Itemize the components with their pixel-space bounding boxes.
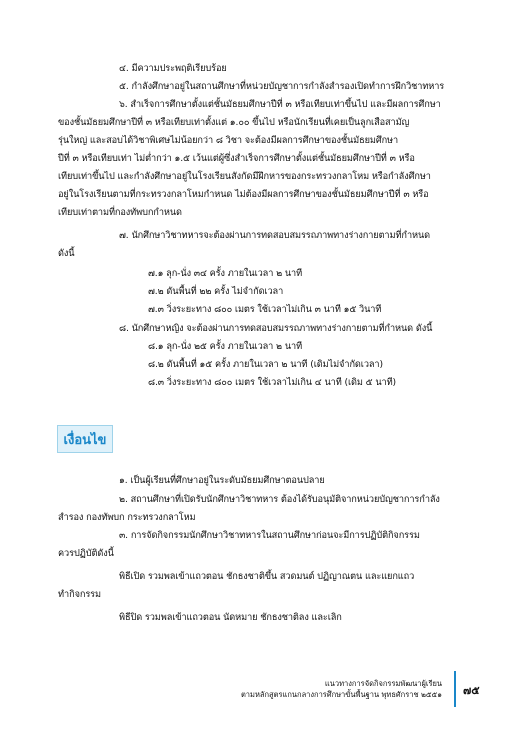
text-line: ๗.๓ วิ่งระยะทาง ๘๐๐ เมตร ใช้เวลาไม่เกิน ๓ นาที ๑๕ วินาที: [148, 304, 382, 315]
text-line: พิธีปิด รวมพลเข้าแถวตอน นัดหมาย ชักธงชาติลง และเลิก: [119, 612, 342, 623]
text-line: ๑. เป็นผู้เรียนที่ศึกษาอยู่ในระดับมัธยมศึกษาตอนปลาย: [119, 475, 325, 486]
section-heading-box: [57, 425, 113, 453]
text-line: ๗. นักศึกษาวิชาทหารจะต้องผ่านการทดสอบสมรรถภาพทางร่างกายตามที่กำหนด: [119, 230, 431, 241]
text-line: ๗.๑ ลุก-นั่ง ๓๔ ครั้ง ภายในเวลา ๒ นาที: [148, 268, 303, 279]
page-number: ๗๕: [463, 684, 480, 697]
text-line: ๕. กำลังศึกษาอยู่ในสถานศึกษาที่หน่วยบัญชาการกำลังสำรองเปิดทำการฝึกวิชาทหาร: [119, 81, 445, 92]
text-line: ปีที่ ๓ หรือเทียบเท่า ไม่ต่ำกว่า ๑.๕ เว้นแต่ผู้ซึ่งสำเร็จการศึกษาตั้งแต่ชั้นมัธยมศึกษาปีที่ ๓ หรือ: [58, 153, 415, 164]
text-line: ๘.๓ วิ่งระยะทาง ๘๐๐ เมตร ใช้เวลาไม่เกิน ๔ นาที (เดิม ๕ นาที): [148, 377, 397, 388]
text-line: เทียบเท่าขึ้นไป และกำลังศึกษาอยู่ในโรงเรียนสังกัดมีฝึกหารของกระทรวงกลาโหม หรือกำลังศึกษา: [58, 171, 431, 182]
text-line: ๔. มีความประพฤติเรียบร้อย: [119, 63, 227, 74]
footer-title: แนวทางการจัดกิจกรรมพัฒนาผู้เรียน: [324, 679, 442, 688]
footer-subtitle: ตามหลักสูตรแกนกลางการศึกษาขั้นพื้นฐาน พุทธศักราช ๒๕๕๑: [240, 690, 442, 699]
text-line: ๘.๒ ดันพื้นที่ ๑๕ ครั้ง ภายในเวลา ๒ นาที (เดิมไม่จำกัดเวลา): [148, 359, 383, 370]
text-line: เทียบเท่าตามที่กองทัพบกกำหนด: [58, 207, 182, 218]
text-line: สำรอง กองทัพบก กระทรวงกลาโหม: [58, 512, 196, 523]
text-line: ๘.๑ ลุก-นั่ง ๒๕ ครั้ง ภายในเวลา ๒ นาที: [148, 341, 303, 352]
text-line: ๖. สำเร็จการศึกษาตั้งแต่ชั้นมัธยมศึกษาปีที่ ๓ หรือเทียบเท่าขึ้นไป และมีผลการศึกษา: [119, 99, 441, 110]
section-heading: เงื่อนไข: [63, 432, 107, 448]
text-line: ของชั้นมัธยมศึกษาปีที่ ๓ หรือเทียบเท่าตั้งแต่ ๑.๐๐ ขึ้นไป หรือนักเรียนที่เคยเป็นลูกเสือสามัญ: [58, 117, 410, 128]
text-line: ควรปฏิบัติดังนี้: [58, 548, 114, 559]
text-line: ๘. นักศึกษาหญิง จะต้องผ่านการทดสอบสมรรถภาพทางร่างกายตามที่กำหนด ดังนี้: [119, 323, 433, 334]
text-line: ๗.๒ ดันพื้นที่ ๒๒ ครั้ง ไม่จำกัดเวลา: [148, 286, 284, 297]
text-line: ทำกิจกรรม: [58, 589, 101, 600]
text-line: ดังนี้: [58, 248, 75, 259]
text-line: รุ่นใหญ่ และสอบได้วิชาพิเศษไม่น้อยกว่า ๘ วิชา จะต้องมีผลการศึกษาของชั้นมัธยมศึกษา: [58, 135, 399, 146]
text-line: พิธีเปิด รวมพลเข้าแถวตอน ชักธงชาติขึ้น สวดมนต์ ปฏิญาณตน และแยกแถว: [119, 571, 415, 582]
text-line: ๓. การจัดกิจกรรมนักศึกษาวิชาทหารในสถานศึกษาก่อนจะมีการปฏิบัติกิจกรรม: [119, 530, 420, 541]
text-line: อยู่ในโรงเรียนตามที่กระทรวงกลาโหมกำหนด ไม่ต้องมีผลการศึกษาของชั้นมัธยมศึกษาปีที่ ๓ หรือ: [58, 189, 429, 200]
footer-divider: [454, 671, 456, 707]
text-line: ๒. สถานศึกษาที่เปิดรับนักศึกษาวิชาทหาร ต้องได้รับอนุมัติจากหน่วยบัญชาการกำลัง: [119, 494, 440, 505]
